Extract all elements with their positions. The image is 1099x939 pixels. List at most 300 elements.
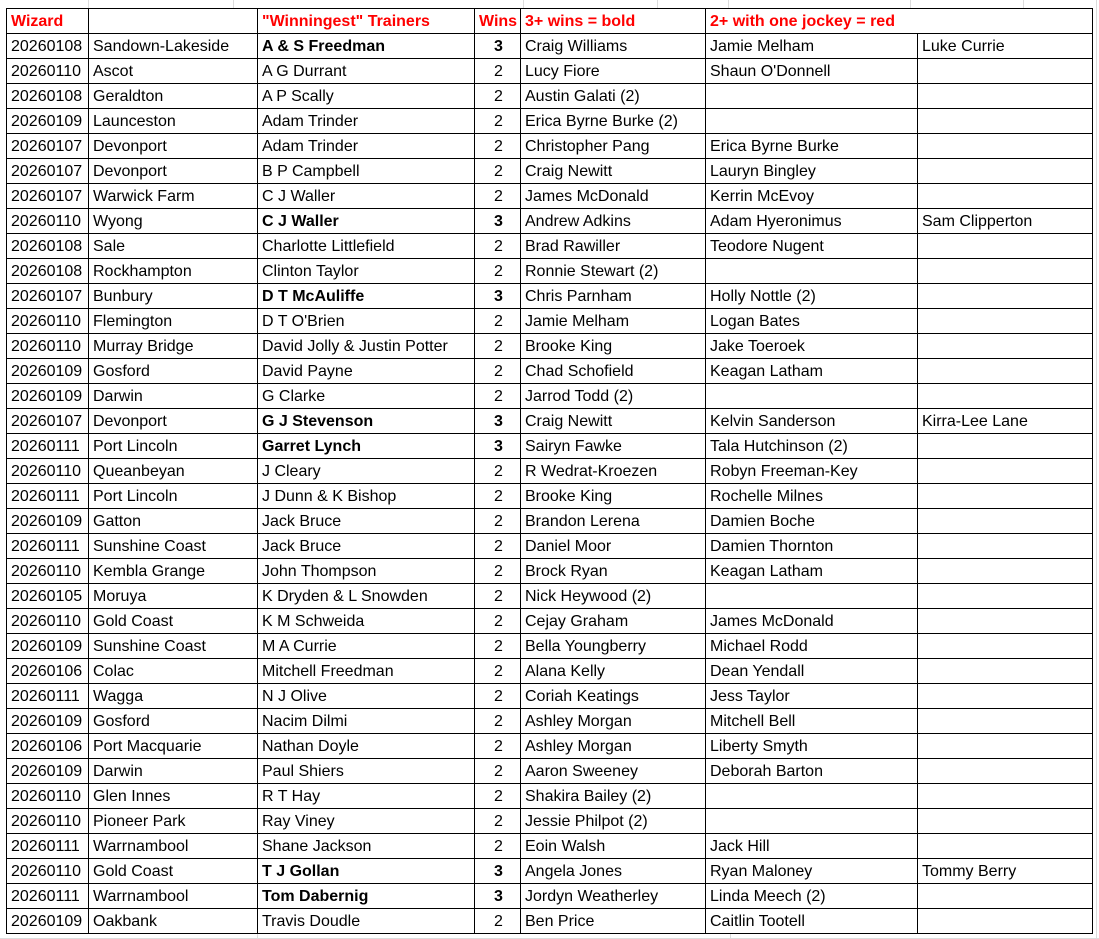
cell-date[interactable]: 20260108 — [7, 84, 89, 109]
cell-date[interactable]: 20260107 — [7, 409, 89, 434]
cell-date[interactable]: 20260110 — [7, 309, 89, 334]
cell-jockey-1[interactable]: Chris Parnham — [521, 284, 706, 309]
cell-jockey-2[interactable] — [706, 584, 918, 609]
cell-jockey-1[interactable]: Daniel Moor — [521, 534, 706, 559]
cell-wins[interactable]: 2 — [475, 659, 521, 684]
cell-date[interactable]: 20260108 — [7, 34, 89, 59]
cell-track[interactable]: Flemington — [89, 309, 258, 334]
cell-jockey-1[interactable]: Erica Byrne Burke (2) — [521, 109, 706, 134]
cell-date[interactable]: 20260107 — [7, 159, 89, 184]
cell-track[interactable]: Pioneer Park — [89, 809, 258, 834]
cell-jockey-3[interactable] — [918, 384, 1093, 409]
cell-jockey-3[interactable] — [918, 734, 1093, 759]
table-row — [7, 434, 1093, 459]
cell-track[interactable]: Darwin — [89, 384, 258, 409]
table-row — [7, 609, 1093, 634]
cell-jockey-1[interactable]: Alana Kelly — [521, 659, 706, 684]
cell-jockey-3[interactable] — [918, 509, 1093, 534]
cell-wins[interactable]: 2 — [475, 559, 521, 584]
table-row — [7, 734, 1093, 759]
cell-jockey-2[interactable]: Jamie Melham — [706, 34, 918, 59]
cell-jockey-3[interactable] — [918, 459, 1093, 484]
header-wizard[interactable]: Wizard — [7, 9, 89, 34]
cell-track[interactable]: Gatton — [89, 509, 258, 534]
cell-jockey-1[interactable]: Chad Schofield — [521, 359, 706, 384]
cell-jockey-1[interactable]: Christopher Pang — [521, 134, 706, 159]
cell-jockey-2[interactable]: Robyn Freeman-Key — [706, 459, 918, 484]
cell-trainer[interactable]: C J Waller — [258, 209, 475, 234]
table-row — [7, 359, 1093, 384]
cell-trainer[interactable]: Ray Viney — [258, 809, 475, 834]
cell-track[interactable]: Gold Coast — [89, 609, 258, 634]
cell-trainer[interactable]: N J Olive — [258, 684, 475, 709]
cell-track[interactable]: Warwick Farm — [89, 184, 258, 209]
cell-date[interactable]: 20260109 — [7, 759, 89, 784]
cell-jockey-1[interactable]: Nick Heywood (2) — [521, 584, 706, 609]
cell-wins[interactable]: 2 — [475, 684, 521, 709]
cell-jockey-3[interactable] — [918, 659, 1093, 684]
gridline — [657, 0, 658, 8]
cell-jockey-2[interactable] — [706, 809, 918, 834]
cell-trainer[interactable]: David Jolly & Justin Potter — [258, 334, 475, 359]
cell-jockey-2[interactable]: Lauryn Bingley — [706, 159, 918, 184]
cell-track[interactable]: Warrnambool — [89, 884, 258, 909]
cell-wins[interactable]: 2 — [475, 509, 521, 534]
cell-jockey-2[interactable] — [706, 784, 918, 809]
cell-trainer[interactable]: Shane Jackson — [258, 834, 475, 859]
cell-jockey-3[interactable] — [918, 559, 1093, 584]
header-red-note[interactable]: 2+ with one jockey = red — [706, 9, 1093, 34]
cell-date[interactable]: 20260110 — [7, 459, 89, 484]
cell-date[interactable]: 20260110 — [7, 334, 89, 359]
cell-track[interactable]: Colac — [89, 659, 258, 684]
cell-jockey-2[interactable]: Ryan Maloney — [706, 859, 918, 884]
cell-trainer[interactable]: John Thompson — [258, 559, 475, 584]
cell-jockey-3[interactable] — [918, 709, 1093, 734]
header-wins[interactable]: Wins — [475, 9, 521, 34]
cell-trainer[interactable]: Charlotte Littlefield — [258, 234, 475, 259]
cell-trainer[interactable]: Nathan Doyle — [258, 734, 475, 759]
cell-track[interactable]: Rockhampton — [89, 259, 258, 284]
table-row — [7, 84, 1093, 109]
table-row — [7, 809, 1093, 834]
cell-jockey-2[interactable]: Adam Hyeronimus — [706, 209, 918, 234]
cell-wins[interactable]: 2 — [475, 84, 521, 109]
cell-wins[interactable]: 2 — [475, 609, 521, 634]
cell-track[interactable]: Devonport — [89, 134, 258, 159]
cell-trainer[interactable]: Jack Bruce — [258, 509, 475, 534]
cell-jockey-2[interactable]: Jake Toeroek — [706, 334, 918, 359]
cell-jockey-2[interactable] — [706, 109, 918, 134]
cell-wins[interactable]: 2 — [475, 584, 521, 609]
cell-track[interactable]: Sunshine Coast — [89, 634, 258, 659]
cell-jockey-1[interactable]: Ronnie Stewart (2) — [521, 259, 706, 284]
table-row — [7, 884, 1093, 909]
cell-date[interactable]: 20260107 — [7, 134, 89, 159]
gridline — [728, 0, 729, 8]
cell-track[interactable]: Sunshine Coast — [89, 534, 258, 559]
cell-jockey-2[interactable]: Michael Rodd — [706, 634, 918, 659]
cell-trainer[interactable]: C J Waller — [258, 184, 475, 209]
cell-jockey-2[interactable]: Kerrin McEvoy — [706, 184, 918, 209]
cell-jockey-2[interactable]: Shaun O'Donnell — [706, 59, 918, 84]
cell-jockey-1[interactable]: Jarrod Todd (2) — [521, 384, 706, 409]
cell-jockey-1[interactable]: Craig Williams — [521, 34, 706, 59]
cell-trainer[interactable]: Travis Doudle — [258, 909, 475, 934]
cell-trainer[interactable]: A G Durrant — [258, 59, 475, 84]
cell-jockey-3[interactable] — [918, 359, 1093, 384]
table-row — [7, 334, 1093, 359]
cell-trainer[interactable]: Mitchell Freedman — [258, 659, 475, 684]
cell-wins[interactable]: 2 — [475, 459, 521, 484]
cell-date[interactable]: 20260110 — [7, 59, 89, 84]
cell-date[interactable]: 20260111 — [7, 684, 89, 709]
cell-date[interactable]: 20260106 — [7, 659, 89, 684]
cell-wins[interactable]: 2 — [475, 109, 521, 134]
cell-wins[interactable]: 2 — [475, 834, 521, 859]
cell-date[interactable]: 20260111 — [7, 884, 89, 909]
cell-jockey-3[interactable] — [918, 759, 1093, 784]
cell-track[interactable]: Kembla Grange — [89, 559, 258, 584]
cell-trainer[interactable]: D T O'Brien — [258, 309, 475, 334]
table-row — [7, 709, 1093, 734]
cell-jockey-1[interactable]: Cejay Graham — [521, 609, 706, 634]
table-row — [7, 459, 1093, 484]
cell-track[interactable]: Devonport — [89, 409, 258, 434]
cell-jockey-1[interactable]: Brad Rawiller — [521, 234, 706, 259]
cell-date[interactable]: 20260111 — [7, 484, 89, 509]
cell-track[interactable]: Port Lincoln — [89, 434, 258, 459]
cell-jockey-2[interactable]: Caitlin Tootell — [706, 909, 918, 934]
table-row — [7, 184, 1093, 209]
cell-jockey-2[interactable]: Kelvin Sanderson — [706, 409, 918, 434]
cell-trainer[interactable]: Tom Dabernig — [258, 884, 475, 909]
cell-jockey-2[interactable]: Damien Thornton — [706, 534, 918, 559]
table-row — [7, 634, 1093, 659]
cell-jockey-3[interactable] — [918, 909, 1093, 934]
cell-jockey-1[interactable]: Brooke King — [521, 334, 706, 359]
table-row — [7, 134, 1093, 159]
cell-jockey-3[interactable] — [918, 284, 1093, 309]
cell-jockey-1[interactable]: Ashley Morgan — [521, 709, 706, 734]
cell-jockey-1[interactable]: Craig Newitt — [521, 159, 706, 184]
cell-track[interactable]: Geraldton — [89, 84, 258, 109]
cell-jockey-3[interactable] — [918, 334, 1093, 359]
cell-trainer[interactable]: David Payne — [258, 359, 475, 384]
cell-jockey-3[interactable] — [918, 309, 1093, 334]
cell-wins[interactable]: 2 — [475, 384, 521, 409]
table-row — [7, 59, 1093, 84]
cell-jockey-2[interactable]: Jess Taylor — [706, 684, 918, 709]
cell-track[interactable]: Sandown-Lakeside — [89, 34, 258, 59]
cell-jockey-3[interactable] — [918, 234, 1093, 259]
gridline — [88, 0, 89, 8]
cell-track[interactable]: Sale — [89, 234, 258, 259]
cell-track[interactable]: Launceston — [89, 109, 258, 134]
cell-jockey-1[interactable]: Lucy Fiore — [521, 59, 706, 84]
cell-jockey-2[interactable]: Logan Bates — [706, 309, 918, 334]
cell-date[interactable]: 20260108 — [7, 234, 89, 259]
cell-jockey-2[interactable]: Dean Yendall — [706, 659, 918, 684]
cell-wins[interactable]: 3 — [475, 284, 521, 309]
cell-trainer[interactable]: R T Hay — [258, 784, 475, 809]
cell-jockey-3[interactable]: Kirra-Lee Lane — [918, 409, 1093, 434]
cell-track[interactable]: Darwin — [89, 759, 258, 784]
cell-trainer[interactable]: Paul Shiers — [258, 759, 475, 784]
cell-trainer[interactable]: Jack Bruce — [258, 534, 475, 559]
cell-track[interactable]: Queanbeyan — [89, 459, 258, 484]
cell-jockey-3[interactable]: Luke Currie — [918, 34, 1093, 59]
table-row — [7, 159, 1093, 184]
cell-trainer[interactable]: Garret Lynch — [258, 434, 475, 459]
cell-track[interactable]: Murray Bridge — [89, 334, 258, 359]
cell-jockey-3[interactable] — [918, 609, 1093, 634]
cell-jockey-1[interactable]: Jamie Melham — [521, 309, 706, 334]
cell-wins[interactable]: 3 — [475, 434, 521, 459]
cell-wins[interactable]: 2 — [475, 634, 521, 659]
cell-jockey-3[interactable] — [918, 84, 1093, 109]
cell-jockey-2[interactable]: Teodore Nugent — [706, 234, 918, 259]
cell-date[interactable]: 20260111 — [7, 434, 89, 459]
cell-jockey-1[interactable]: R Wedrat-Kroezen — [521, 459, 706, 484]
cell-date[interactable]: 20260109 — [7, 384, 89, 409]
cell-jockey-3[interactable] — [918, 684, 1093, 709]
cell-jockey-1[interactable]: Coriah Keatings — [521, 684, 706, 709]
cell-wins[interactable]: 2 — [475, 334, 521, 359]
cell-jockey-1[interactable]: Ben Price — [521, 909, 706, 934]
cell-trainer[interactable]: J Dunn & K Bishop — [258, 484, 475, 509]
cell-date[interactable]: 20260110 — [7, 559, 89, 584]
cell-jockey-3[interactable] — [918, 59, 1093, 84]
table-row — [7, 559, 1093, 584]
cell-date[interactable]: 20260109 — [7, 359, 89, 384]
cell-jockey-1[interactable]: Angela Jones — [521, 859, 706, 884]
cell-trainer[interactable]: Nacim Dilmi — [258, 709, 475, 734]
table-row — [7, 684, 1093, 709]
cell-date[interactable]: 20260109 — [7, 109, 89, 134]
cell-jockey-2[interactable] — [706, 84, 918, 109]
winningest-trainers-table — [6, 8, 1093, 934]
cell-wins[interactable]: 2 — [475, 784, 521, 809]
header-trainers[interactable]: "Winningest" Trainers — [258, 9, 475, 34]
cell-jockey-3[interactable] — [918, 134, 1093, 159]
table-row — [7, 484, 1093, 509]
cell-jockey-1[interactable]: Sairyn Fawke — [521, 434, 706, 459]
header-blank[interactable] — [89, 9, 258, 34]
table-row — [7, 584, 1093, 609]
cell-jockey-2[interactable]: Deborah Barton — [706, 759, 918, 784]
cell-trainer[interactable]: T J Gollan — [258, 859, 475, 884]
cell-wins[interactable]: 2 — [475, 759, 521, 784]
cell-wins[interactable]: 2 — [475, 59, 521, 84]
cell-wins[interactable]: 3 — [475, 34, 521, 59]
cell-jockey-1[interactable]: James McDonald — [521, 184, 706, 209]
cell-date[interactable]: 20260107 — [7, 284, 89, 309]
cell-wins[interactable]: 3 — [475, 209, 521, 234]
header-row — [7, 9, 1093, 34]
cell-jockey-2[interactable]: Mitchell Bell — [706, 709, 918, 734]
table-row — [7, 109, 1093, 134]
table-row — [7, 34, 1093, 59]
cell-wins[interactable]: 2 — [475, 809, 521, 834]
cell-jockey-1[interactable]: Shakira Bailey (2) — [521, 784, 706, 809]
table-row — [7, 284, 1093, 309]
cell-track[interactable]: Gosford — [89, 359, 258, 384]
cell-jockey-3[interactable] — [918, 109, 1093, 134]
cell-trainer[interactable]: M A Currie — [258, 634, 475, 659]
cell-jockey-3[interactable] — [918, 809, 1093, 834]
cell-wins[interactable]: 2 — [475, 159, 521, 184]
cell-jockey-2[interactable]: Jack Hill — [706, 834, 918, 859]
cell-jockey-1[interactable]: Ashley Morgan — [521, 734, 706, 759]
cell-wins[interactable]: 3 — [475, 409, 521, 434]
table-row — [7, 409, 1093, 434]
cell-date[interactable]: 20260110 — [7, 784, 89, 809]
cell-track[interactable]: Wyong — [89, 209, 258, 234]
cell-track[interactable]: Port Lincoln — [89, 484, 258, 509]
cell-trainer[interactable]: K Dryden & L Snowden — [258, 584, 475, 609]
cell-track[interactable]: Glen Innes — [89, 784, 258, 809]
cell-jockey-3[interactable] — [918, 159, 1093, 184]
cell-jockey-1[interactable]: Jessie Philpot (2) — [521, 809, 706, 834]
cell-track[interactable]: Moruya — [89, 584, 258, 609]
cell-track[interactable]: Ascot — [89, 59, 258, 84]
cell-date[interactable]: 20260110 — [7, 859, 89, 884]
cell-jockey-1[interactable]: Brandon Lerena — [521, 509, 706, 534]
cell-jockey-2[interactable]: Liberty Smyth — [706, 734, 918, 759]
cell-date[interactable]: 20260108 — [7, 259, 89, 284]
cell-date[interactable]: 20260109 — [7, 909, 89, 934]
cell-wins[interactable]: 2 — [475, 709, 521, 734]
cell-jockey-3[interactable] — [918, 184, 1093, 209]
cell-track[interactable]: Devonport — [89, 159, 258, 184]
cell-jockey-3[interactable] — [918, 634, 1093, 659]
cell-jockey-3[interactable] — [918, 434, 1093, 459]
cell-wins[interactable]: 2 — [475, 484, 521, 509]
cell-jockey-1[interactable]: Bella Youngberry — [521, 634, 706, 659]
cell-date[interactable]: 20260110 — [7, 809, 89, 834]
cell-jockey-3[interactable] — [918, 484, 1093, 509]
gridline — [730, 934, 731, 939]
cell-jockey-1[interactable]: Eoin Walsh — [521, 834, 706, 859]
cell-date[interactable]: 20260109 — [7, 634, 89, 659]
table-row — [7, 659, 1093, 684]
cell-trainer[interactable]: B P Campbell — [258, 159, 475, 184]
cell-wins[interactable]: 2 — [475, 534, 521, 559]
table-row — [7, 209, 1093, 234]
cell-date[interactable]: 20260111 — [7, 534, 89, 559]
cell-wins[interactable]: 2 — [475, 309, 521, 334]
cell-jockey-3[interactable]: Tommy Berry — [918, 859, 1093, 884]
cell-jockey-3[interactable]: Sam Clipperton — [918, 209, 1093, 234]
table-row — [7, 234, 1093, 259]
cell-wins[interactable]: 2 — [475, 259, 521, 284]
cell-track[interactable]: Gosford — [89, 709, 258, 734]
cell-wins[interactable]: 2 — [475, 909, 521, 934]
cell-trainer[interactable]: G Clarke — [258, 384, 475, 409]
cell-jockey-2[interactable]: Tala Hutchinson (2) — [706, 434, 918, 459]
cell-jockey-1[interactable]: Brock Ryan — [521, 559, 706, 584]
cell-jockey-2[interactable]: Keagan Latham — [706, 359, 918, 384]
cell-trainer[interactable]: Adam Trinder — [258, 134, 475, 159]
table-row — [7, 859, 1093, 884]
cell-jockey-1[interactable]: Craig Newitt — [521, 409, 706, 434]
cell-trainer[interactable]: Adam Trinder — [258, 109, 475, 134]
cell-track[interactable]: Port Macquarie — [89, 734, 258, 759]
cell-wins[interactable]: 3 — [475, 859, 521, 884]
cell-trainer[interactable]: A & S Freedman — [258, 34, 475, 59]
cell-jockey-1[interactable]: Austin Galati (2) — [521, 84, 706, 109]
table-body — [7, 34, 1093, 934]
cell-jockey-3[interactable] — [918, 534, 1093, 559]
cell-wins[interactable]: 2 — [475, 359, 521, 384]
cell-jockey-2[interactable]: Rochelle Milnes — [706, 484, 918, 509]
header-bold-note[interactable]: 3+ wins = bold — [521, 9, 706, 34]
cell-jockey-2[interactable]: James McDonald — [706, 609, 918, 634]
cell-jockey-2[interactable]: Keagan Latham — [706, 559, 918, 584]
cell-track[interactable]: Warrnambool — [89, 834, 258, 859]
cell-trainer[interactable]: G J Stevenson — [258, 409, 475, 434]
cell-trainer[interactable]: D T McAuliffe — [258, 284, 475, 309]
cell-trainer[interactable]: K M Schweida — [258, 609, 475, 634]
cell-track[interactable]: Wagga — [89, 684, 258, 709]
cell-track[interactable]: Gold Coast — [89, 859, 258, 884]
cell-trainer[interactable]: Clinton Taylor — [258, 259, 475, 284]
gridline — [233, 0, 234, 8]
cell-date[interactable]: 20260106 — [7, 734, 89, 759]
table-row — [7, 509, 1093, 534]
cell-jockey-2[interactable] — [706, 259, 918, 284]
cell-wins[interactable]: 2 — [475, 134, 521, 159]
table-row — [7, 784, 1093, 809]
cell-jockey-2[interactable]: Holly Nottle (2) — [706, 284, 918, 309]
cell-date[interactable]: 20260110 — [7, 209, 89, 234]
cell-jockey-3[interactable] — [918, 884, 1093, 909]
cell-jockey-1[interactable]: Andrew Adkins — [521, 209, 706, 234]
cell-wins[interactable]: 2 — [475, 234, 521, 259]
cell-track[interactable]: Oakbank — [89, 909, 258, 934]
cell-trainer[interactable]: J Cleary — [258, 459, 475, 484]
cell-wins[interactable]: 2 — [475, 184, 521, 209]
cell-jockey-3[interactable] — [918, 834, 1093, 859]
cell-date[interactable]: 20260107 — [7, 184, 89, 209]
cell-wins[interactable]: 2 — [475, 734, 521, 759]
cell-jockey-2[interactable]: Linda Meech (2) — [706, 884, 918, 909]
gridline — [1023, 0, 1024, 8]
cell-date[interactable]: 20260105 — [7, 584, 89, 609]
cell-date[interactable]: 20260109 — [7, 509, 89, 534]
cell-jockey-1[interactable]: Brooke King — [521, 484, 706, 509]
cell-track[interactable]: Bunbury — [89, 284, 258, 309]
table-row — [7, 309, 1093, 334]
cell-jockey-2[interactable]: Damien Boche — [706, 509, 918, 534]
gridline — [910, 0, 911, 8]
cell-date[interactable]: 20260111 — [7, 834, 89, 859]
cell-trainer[interactable]: A P Scally — [258, 84, 475, 109]
gridline — [523, 0, 524, 8]
cell-jockey-3[interactable] — [918, 584, 1093, 609]
cell-jockey-2[interactable]: Erica Byrne Burke — [706, 134, 918, 159]
cell-date[interactable]: 20260109 — [7, 709, 89, 734]
cell-jockey-3[interactable] — [918, 259, 1093, 284]
cell-jockey-2[interactable] — [706, 384, 918, 409]
cell-jockey-1[interactable]: Aaron Sweeney — [521, 759, 706, 784]
table-row — [7, 259, 1093, 284]
cell-date[interactable]: 20260110 — [7, 609, 89, 634]
cell-jockey-3[interactable] — [918, 784, 1093, 809]
cell-wins[interactable]: 3 — [475, 884, 521, 909]
cell-jockey-1[interactable]: Jordyn Weatherley — [521, 884, 706, 909]
